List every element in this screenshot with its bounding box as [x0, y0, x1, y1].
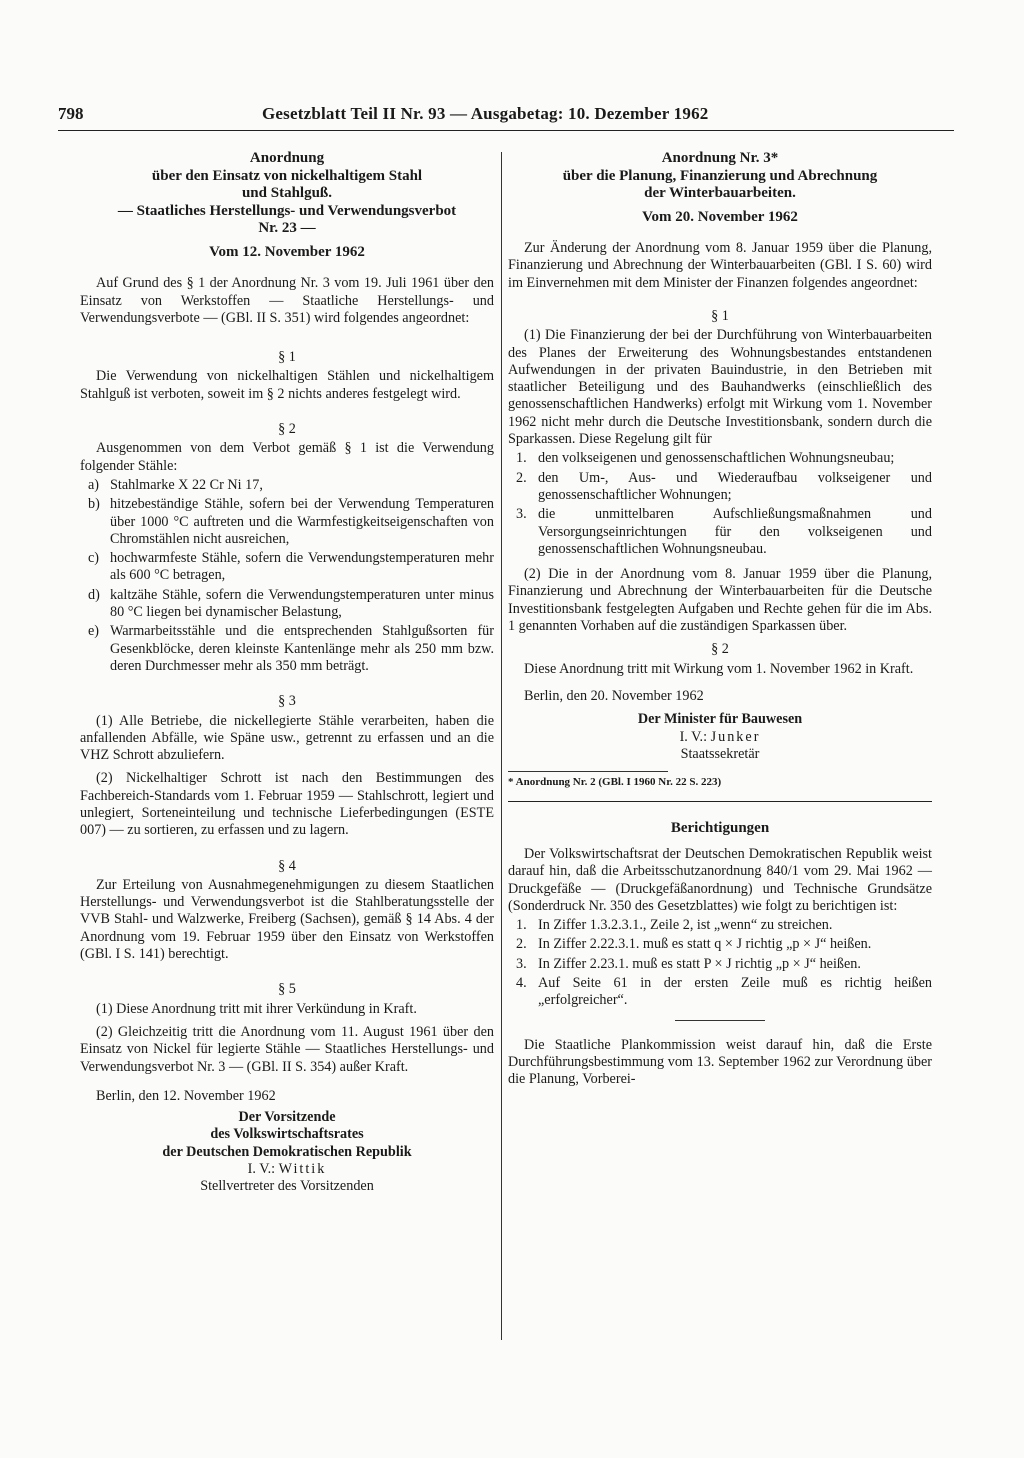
left-signatory: I. V.: Wittik [247, 1161, 327, 1178]
left-place-date: Berlin, den 12. November 1962 [96, 1087, 276, 1104]
list-item: b) hitzebeständige Stähle, sofern bei der Verwendung Temperaturen über 1000 °C auftreten und die Warmfestigkeitseigenschaften von Chromstählen nicht ausreichen, [88, 496, 494, 547]
left-section-4-text: Zur Erteilung von Ausnahmegenehmigungen zu diesem Staatlichen Herstellungs- und Verwendungsverbot ist die Stahlberatungsstelle der VVB Stahl- und Walzwerke, Freiberg (Sachsen), gemäß § 14 Abs. 4 der Anordnung vom 19. Februar 1959 über den Einsatz von Werkstoffen (GBl. I S. 141) berechtigt. [80, 876, 494, 963]
left-section-5-heading: § 5 [278, 981, 296, 998]
corrections-title: Berichtigungen [670, 820, 770, 837]
list-item: d) kaltzähe Stähle, sofern die Verwendungstemperaturen unter minus 80 °C liegen bei dynamischer Belastung, [88, 586, 494, 621]
header-title: Gesetzblatt Teil II Nr. 93 — Ausgabetag: 10. Dezember 1962 [262, 104, 709, 123]
left-section-5-p2: (2) Gleichzeitig tritt die Anordnung vom 11. August 1961 über den Einsatz von Nickel für legierte Stähle — Staatliches Herstellungs- und Verwendungsverbot Nr. 3 — (GBl. II S. 354) außer Kraft. [80, 1023, 494, 1075]
right-section-1-p1: (1) Die Finanzierung der bei der Durchführung von Winterbauarbeiten des Planes der Erweiterung des Wohnungsbestandes entstandenen Aufwendungen in der privaten Bauindustrie, in den Betrieben mit staatlicher Beteiligung und des Bauhandwerks (einschließlich des genossenschaftlichen Handwerks) erfolgt mit Wirkung vom 1. November 1962 nicht mehr durch die Deutsche Investitionsbank, sondern durch die Sparkassen. Diese Regelung gilt für [508, 327, 932, 448]
list-item: 2. den Um-, Aus- und Wiederaufbau volkseigener und genossenschaftlicher Wohnungen; [516, 469, 932, 503]
page-number: 798 [58, 104, 84, 123]
right-title: Anordnung Nr. 3* über die Planung, Finanzierung und Abrechnung der Winterbauarbeiten. [562, 150, 878, 202]
right-place-date: Berlin, den 20. November 1962 [524, 687, 704, 704]
left-section-3-p2: (2) Nickelhaltiger Schrott ist nach den Bestimmungen des Fachbereich-Standards vom 1. Februar 1959 — Stahlschrott, legiert und unlegiert, Sorteneinteilung und technische Lieferbedingungen (ESTE 007) — zu sortieren, zu erfassen und zu lagern. [80, 770, 494, 839]
list-item: 1. den volkseigenen und genossenschaftlichen Wohnungsneubau; [516, 450, 895, 467]
left-date: Vom 12. November 1962 [209, 243, 365, 260]
left-section-3-p1: (1) Alle Betriebe, die nickellegierte Stähle verarbeiten, haben die anfallenden Abfälle, wie Späne usw., getrennt zu erfassen und an die VHZ Schrott abzuliefern. [80, 712, 494, 764]
right-column [508, 150, 932, 1089]
left-section-3-heading: § 3 [278, 693, 296, 710]
list-item: a) Stahlmarke X 22 Cr Ni 17, [88, 476, 263, 493]
list-item: c) hochwarmfeste Stähle, sofern die Verwendungstemperaturen mehr als 600 °C betragen, [88, 550, 494, 584]
right-signatory: I. V.: Junker [679, 728, 761, 745]
footnote-rule [508, 771, 668, 772]
list-item: 3. die unmittelbaren Aufschließungsmaßnahmen und Versorgungseinrichtungen für den volkseigenen und genossenschaftlichen Wohnungsneubau. [516, 506, 932, 557]
left-column [80, 150, 494, 1196]
list-item: 3. In Ziffer 2.23.1. muß es statt P × J richtig „p × J“ heißen. [516, 955, 861, 972]
list-item: e) Warmarbeitsstähle und die entsprechenden Stahlgußsorten für Gesenkblöcke, deren kleinste Kantenlänge mehr als 250 mm bzw. deren Durchmesser mehr als 350 mm beträgt. [88, 623, 494, 674]
right-section-2-text: Diese Anordnung tritt mit Wirkung vom 1. November 1962 in Kraft. [524, 660, 914, 677]
right-signature-title: Der Minister für Bauwesen [637, 711, 803, 728]
left-title: Anordnung über den Einsatz von nickelhaltigem Stahl und Stahlguß. — Staatliches Herstellungs- und Verwendungsverbot Nr. 23 — [117, 150, 457, 237]
left-section-2-heading: § 2 [278, 421, 296, 438]
left-section-2-intro: Ausgenommen von dem Verbot gemäß § 1 ist die Verwendung folgender Stähle: [80, 440, 494, 474]
right-preamble: Zur Änderung der Anordnung vom 8. Januar 1959 über die Planung, Finanzierung und Abrechnung der Winterbauarbeiten (GBl. I S. 60) wird im Einvernehmen mit dem Minister der Finanzen folgendes angeordnet: [508, 240, 932, 291]
list-item: 4. Auf Seite 61 in der ersten Zeile muß es richtig heißen „erfolgreicher“. [516, 975, 932, 1009]
closing-paragraph: Die Staatliche Plankommission weist darauf hin, daß die Erste Durchführungsbestimmung vom 13. September 1962 zur Verordnung über die Planung, Vorberei- [508, 1036, 932, 1088]
list-item: 1. In Ziffer 1.3.2.3.1., Zeile 2, ist „wenn“ zu streichen. [516, 917, 833, 934]
left-preamble: Auf Grund des § 1 der Anordnung Nr. 3 vom 19. Juli 1961 über den Einsatz von Werkstoffen — Staatliche Herstellungs- und Verwendungsverbote — (GBl. II S. 351) wird folgendes angeordnet: [80, 275, 494, 326]
right-section-2-heading: § 2 [711, 641, 729, 658]
left-section-1-text: Die Verwendung von nickelhaltigen Stählen und nickelhaltigem Stahlguß ist verboten, soweit im § 2 nichts anderes festgelegt wird. [80, 368, 494, 402]
right-signatory-role: Staatssekretär [680, 745, 760, 762]
left-signature-block: Der Vorsitzende des Volkswirtschaftsrates der Deutschen Demokratischen Republik [162, 1109, 412, 1160]
footnote: * Anordnung Nr. 2 (GBl. I 1960 Nr. 22 S. 223) [508, 776, 722, 789]
short-rule [675, 1020, 765, 1021]
left-section-5-p1: (1) Diese Anordnung tritt mit ihrer Verkündung in Kraft. [96, 1000, 417, 1017]
page-header [58, 104, 954, 131]
corrections-intro: Der Volkswirtschaftsrat der Deutschen Demokratischen Republik weist darauf hin, daß die Arbeitsschutzanordnung 840/1 vom 29. Mai 1962 — Druckgefäße — (Druckgefäßanordnung) und Technische Grundsätze (Sonderdruck Nr. 350 des Gesetzblattes) wie folgt zu berichtigen ist: [508, 845, 932, 914]
list-item: 2. In Ziffer 2.22.3.1. muß es statt q × J richtig „p × J“ heißen. [516, 936, 872, 953]
left-section-1-heading: § 1 [278, 349, 296, 366]
column-divider [501, 152, 502, 1340]
right-section-1-heading: § 1 [711, 307, 729, 324]
right-date: Vom 20. November 1962 [642, 208, 798, 225]
section-rule [508, 801, 932, 802]
left-section-4-heading: § 4 [278, 857, 296, 874]
left-signatory-role: Stellvertreter des Vorsitzenden [200, 1178, 374, 1195]
right-section-1-p2: (2) Die in der Anordnung vom 8. Januar 1959 über die Planung, Finanzierung und Abrechnung der Winterbauarbeiten für die Deutsche Investitionsbank festgelegten Aufgaben und Rechte gehen für die im Abs. 1 genannten Vorhaben auf die zuständigen Sparkassen über. [508, 566, 932, 635]
